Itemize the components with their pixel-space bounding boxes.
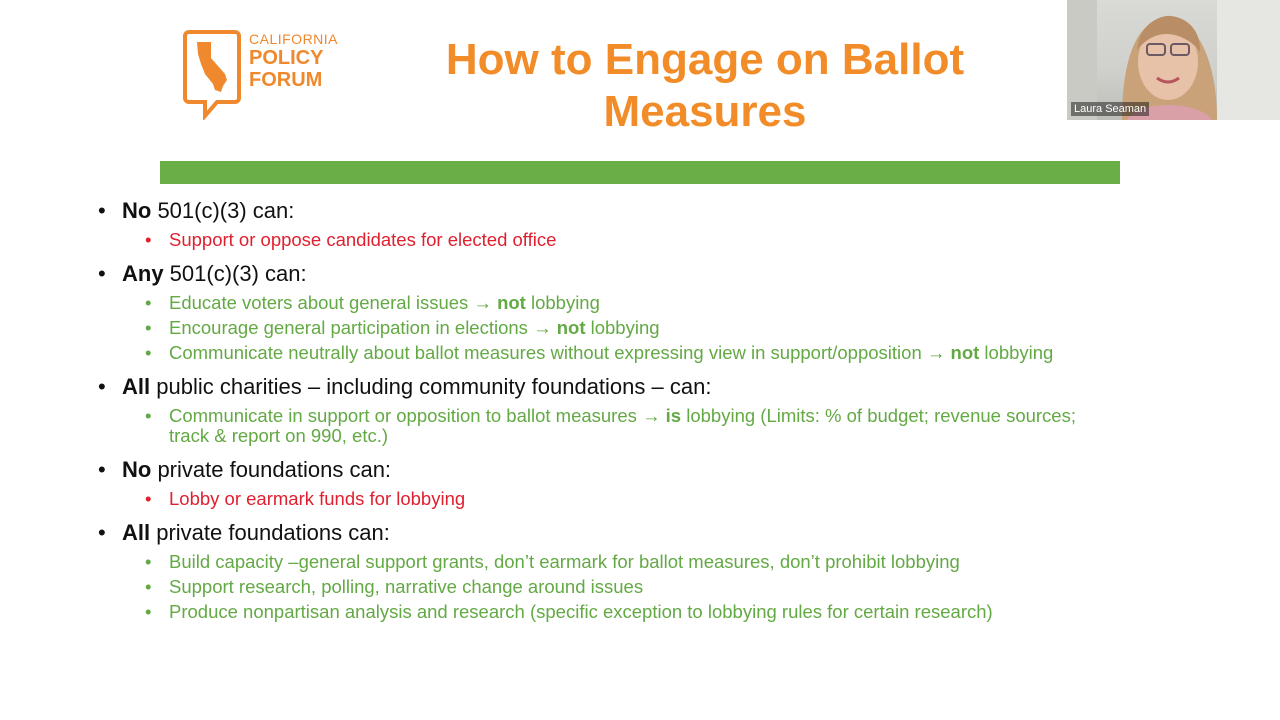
arrow-icon: → bbox=[533, 317, 552, 338]
list-item-tail: lobbying bbox=[585, 317, 660, 338]
section-heading-keyword: No bbox=[122, 457, 152, 482]
list-item-text: Lobby or earmark funds for lobbying bbox=[169, 488, 466, 509]
list-item-text: Educate voters about general issues bbox=[169, 292, 474, 313]
list-item-text: Support research, polling, narrative change around issues bbox=[169, 576, 644, 597]
logo-text bbox=[249, 32, 338, 90]
logo-line-2: POLICY bbox=[249, 47, 324, 69]
list-item-keyword: not bbox=[556, 317, 586, 338]
list-item bbox=[96, 293, 1196, 313]
section-heading-text: private foundations can: bbox=[150, 520, 390, 545]
title-divider-bar bbox=[160, 161, 1120, 184]
list-item-text: Build capacity –general support grants, don’t earmark for ballot measures, don’t prohibit lobbying bbox=[169, 551, 960, 572]
participant-name: Laura Seaman bbox=[1071, 102, 1149, 116]
arrow-icon: → bbox=[473, 292, 492, 313]
section-heading-text: 501(c)(3) can: bbox=[163, 261, 307, 286]
section-heading bbox=[96, 197, 1196, 225]
slide-content bbox=[96, 191, 1196, 622]
slide-title-line-2: Measures bbox=[603, 87, 807, 136]
california-policy-forum-logo bbox=[183, 28, 339, 120]
list-item bbox=[96, 406, 1119, 446]
list-item-keyword: not bbox=[950, 342, 980, 363]
section-heading bbox=[96, 519, 1196, 547]
list-item-text: Communicate neutrally about ballot measures without expressing view in support/opposition bbox=[169, 342, 927, 363]
list-item-text: Produce nonpartisan analysis and research (specific exception to lobbying rules for certain research) bbox=[169, 601, 993, 622]
list-item bbox=[96, 343, 1196, 363]
slide-title bbox=[400, 34, 1010, 138]
list-item-text: Encourage general participation in elections bbox=[169, 317, 534, 338]
list-item bbox=[96, 552, 1196, 572]
list-item bbox=[96, 489, 1196, 509]
list-item-tail: lobbying bbox=[525, 292, 600, 313]
section-heading bbox=[96, 456, 1196, 484]
list-item-text: Communicate in support or opposition to ballot measures bbox=[169, 405, 643, 426]
list-item bbox=[96, 602, 1196, 622]
section-heading-keyword: All bbox=[122, 374, 151, 399]
section-heading-text: private foundations can: bbox=[151, 457, 392, 482]
section-heading-keyword: Any bbox=[122, 261, 164, 286]
arrow-icon: → bbox=[642, 405, 661, 426]
section-heading-keyword: No bbox=[122, 198, 152, 223]
list-item-keyword: not bbox=[497, 292, 526, 313]
slide-title-line-1: How to Engage on Ballot bbox=[445, 35, 965, 84]
section-heading bbox=[96, 373, 1196, 401]
logo-line-1: CALIFORNIA bbox=[249, 31, 339, 47]
list-item bbox=[96, 577, 1196, 597]
list-item bbox=[96, 230, 1196, 250]
list-item bbox=[96, 318, 1196, 338]
list-item-tail: lobbying bbox=[979, 342, 1054, 363]
list-item-keyword: is bbox=[665, 405, 682, 426]
section-heading-text: 501(c)(3) can: bbox=[151, 198, 295, 223]
list-item-text: Support or oppose candidates for elected office bbox=[169, 229, 557, 250]
logo-line-3: FORUM bbox=[249, 69, 323, 91]
section-heading bbox=[96, 260, 1196, 288]
section-heading-keyword: All bbox=[122, 520, 151, 545]
section-heading-text: public charities – including community foundations – can: bbox=[150, 374, 712, 399]
participant-video-tile[interactable] bbox=[1067, 0, 1280, 120]
california-speech-bubble-icon bbox=[183, 28, 243, 120]
list-item-tail: lobbying (Limits: % of budget; revenue sources; track & report on 990, etc.) bbox=[169, 405, 1076, 446]
arrow-icon: → bbox=[926, 342, 946, 363]
